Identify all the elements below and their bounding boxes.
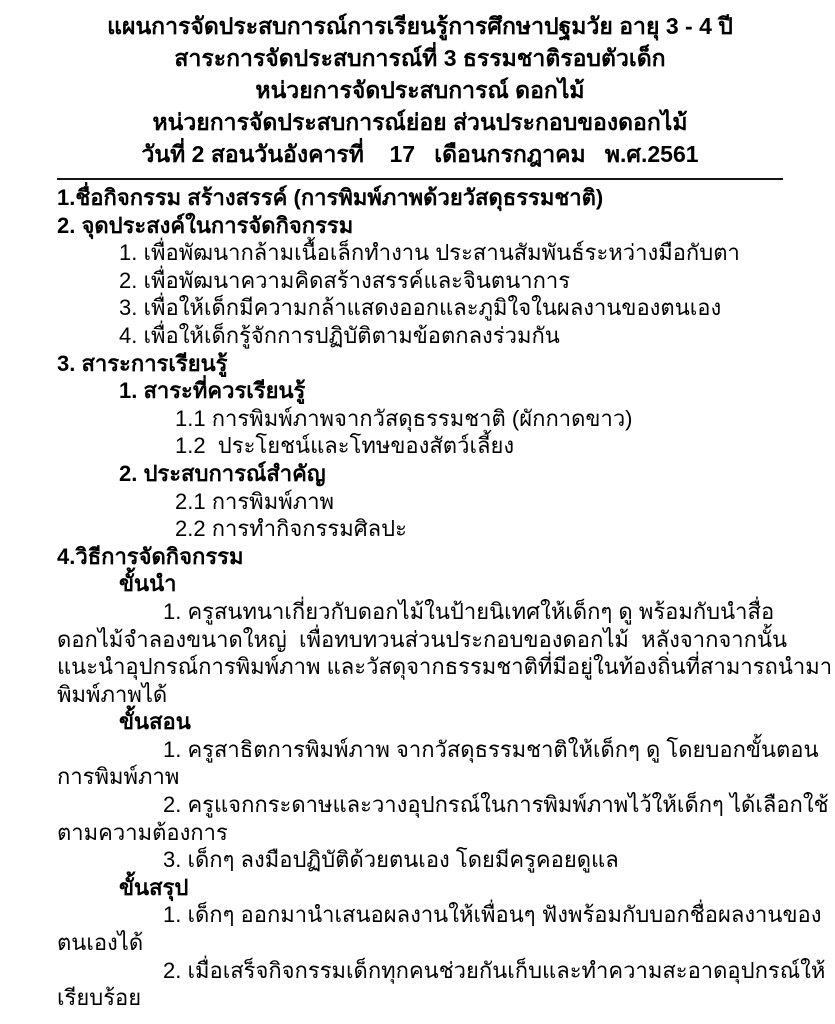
text-line: 2. เพื่อพัฒนาความคิดสร้างสรรค์และจินตนาการ xyxy=(119,267,571,293)
text-line: 1. เพื่อพัฒนากล้ามเนื้อเล็กทำงาน ประสานสัมพันธ์ระหว่างมือกับตา xyxy=(119,240,740,266)
text-line: เรียบร้อย xyxy=(57,985,142,1011)
header-line: แผนการจัดประสบการณ์การเรียนรู้การศึกษาปฐมวัย อายุ 3 - 4 ปี xyxy=(107,13,733,39)
header-line: หน่วยการจัดประสบการณ์ ดอกไม้ xyxy=(255,77,585,103)
document-header xyxy=(57,10,783,170)
text-line: ขั้นสอน xyxy=(119,709,191,735)
text-line: 2. เมื่อเสร็จกิจกรรมเด็กทุกคนช่วยกันเก็บและทำความสะอาดอุปกรณ์ให้ xyxy=(163,957,826,983)
text-line: 1.2 ประโยชน์และโทษของสัตว์เลี้ยง xyxy=(175,433,515,459)
header-line: หน่วยการจัดประสบการณ์ย่อย ส่วนประกอบของดอกไม้ xyxy=(152,109,688,135)
text-line: ขั้นสรุป xyxy=(119,874,189,900)
text-line: 3. เพื่อให้เด็กมีความกล้าแสดงออกและภูมิใจในผลงานของตนเอง xyxy=(119,295,722,321)
text-line: 2. ครูแจกกระดาษและวางอุปกรณ์ในการพิมพ์ภาพไว้ให้เด็กๆ ได้เลือกใช้ xyxy=(163,792,829,818)
text-line: 2.1 การพิมพ์ภาพ xyxy=(175,488,335,514)
text-line: 3. เด็กๆ ลงมือปฏิบัติด้วยตนเอง โดยมีครูคอยดูแล xyxy=(163,847,619,873)
header-line: สาระการจัดประสบการณ์ที่ 3 ธรรมชาติรอบตัวเด็ก xyxy=(174,45,666,71)
text-line: 2. จุดประสงค์ในการจัดกิจกรรม xyxy=(57,212,354,238)
text-line: 3. สาระการเรียนรู้ xyxy=(57,350,228,376)
text-line: 2. ประสบการณ์สำคัญ xyxy=(119,460,326,486)
text-line: การพิมพ์ภาพ xyxy=(57,764,180,790)
section-divider xyxy=(57,178,783,180)
text-line: 4. เพื่อให้เด็กรู้จักการปฏิบัติตามข้อตกลงร่วมกัน xyxy=(119,322,560,348)
text-line: พิมพ์ภาพได้ xyxy=(57,681,168,707)
text-line: แนะนำอุปกรณ์การพิมพ์ภาพ และวัสดุจากธรรมชาติที่มีอยู่ในท้องถิ่นที่สามารถนำมา xyxy=(57,654,833,680)
header-line: วันที่ 2 สอนวันอังคารที่ 17 เดือนกรกฎาคม พ.ศ.2561 xyxy=(141,141,699,167)
text-line: 1. ครูสนทนาเกี่ยวกับดอกไม้ในป้ายนิเทศให้เด็กๆ ดู พร้อมกับนำสื่อ xyxy=(163,598,775,624)
text-line: 1. ครูสาธิตการพิมพ์ภาพ จากวัสดุธรรมชาติให้เด็กๆ ดู โดยบอกขั้นตอน xyxy=(163,736,819,762)
text-line: ดอกไม้จำลองขนาดใหญ่ เพื่อทบทวนส่วนประกอบของดอกไม้ หลังจากจากนั้น xyxy=(57,626,788,652)
text-line: 4.วิธีการจัดกิจกรรม xyxy=(57,543,244,569)
text-line: 1.ชื่อกิจกรรม สร้างสรรค์ (การพิมพ์ภาพด้วยวัสดุธรรมชาติ) xyxy=(57,185,604,210)
text-line: 1. สาระที่ควรเรียนรู้ xyxy=(119,378,306,404)
text-line: ขั้นนำ xyxy=(119,571,177,597)
text-line: 1. เด็กๆ ออกมานำเสนอผลงานให้เพื่อนๆ ฟังพร้อมกับบอกชื่อผลงานของ xyxy=(163,902,822,928)
text-line: 2.2 การทำกิจกรรมศิลปะ xyxy=(175,516,407,542)
text-line: ตามความต้องการ xyxy=(57,819,228,845)
text-line: ตนเองได้ xyxy=(57,930,144,956)
document-body xyxy=(57,184,833,1012)
text-line: 1.1 การพิมพ์ภาพจากวัสดุธรรมชาติ (ผักกาดขาว) xyxy=(175,405,633,431)
